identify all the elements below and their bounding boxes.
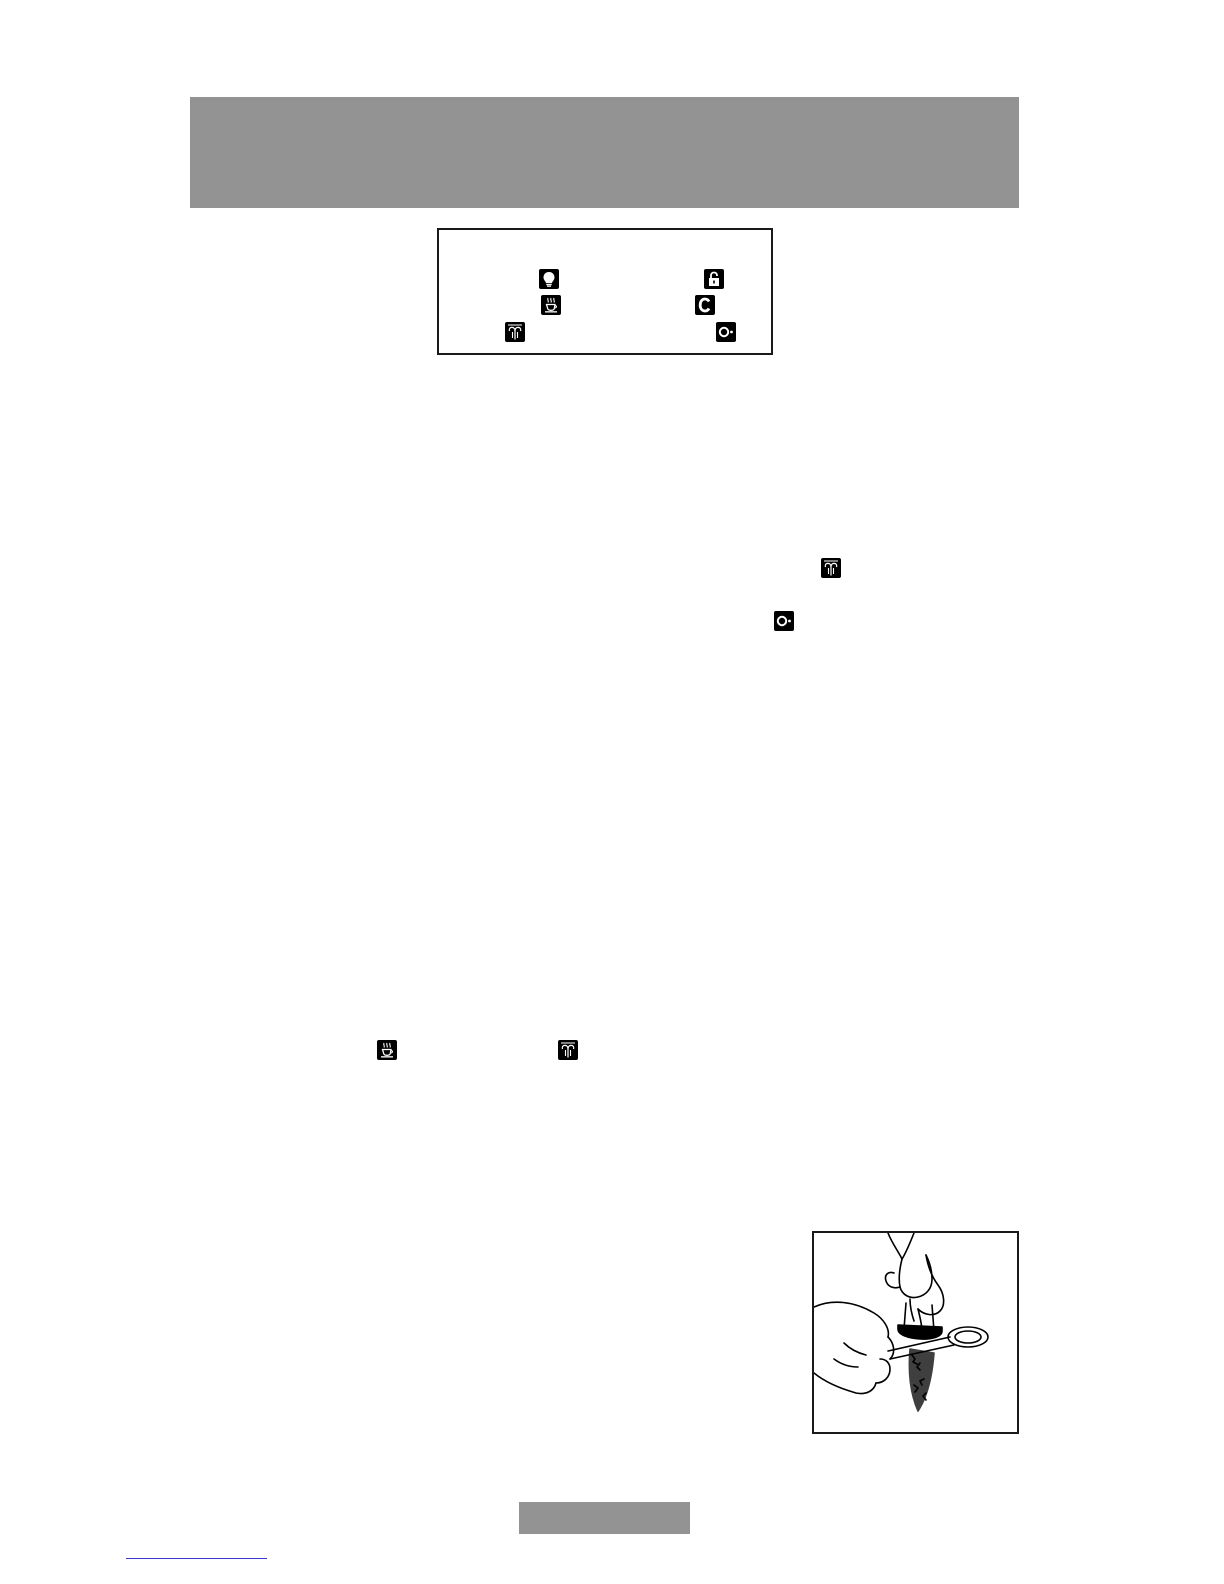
footer-link-rule (126, 1558, 267, 1559)
coffee-cup-icon (377, 1040, 397, 1060)
tamping-illustration (812, 1231, 1019, 1434)
section-header-band (190, 97, 1019, 208)
unlock-icon (704, 269, 724, 289)
hot-water-icon (716, 322, 736, 342)
steam-icon (821, 558, 841, 578)
hand-tamping-coffee-in-filter-icon (814, 1233, 1017, 1432)
hot-water-icon (774, 611, 794, 631)
control-panel-legend (437, 228, 773, 355)
lightbulb-icon (539, 269, 559, 289)
page-footer-band (519, 1502, 690, 1534)
steam-icon (505, 322, 525, 342)
steam-icon (558, 1040, 578, 1060)
coffee-cup-icon (541, 295, 561, 315)
clean-c-icon (695, 295, 715, 315)
